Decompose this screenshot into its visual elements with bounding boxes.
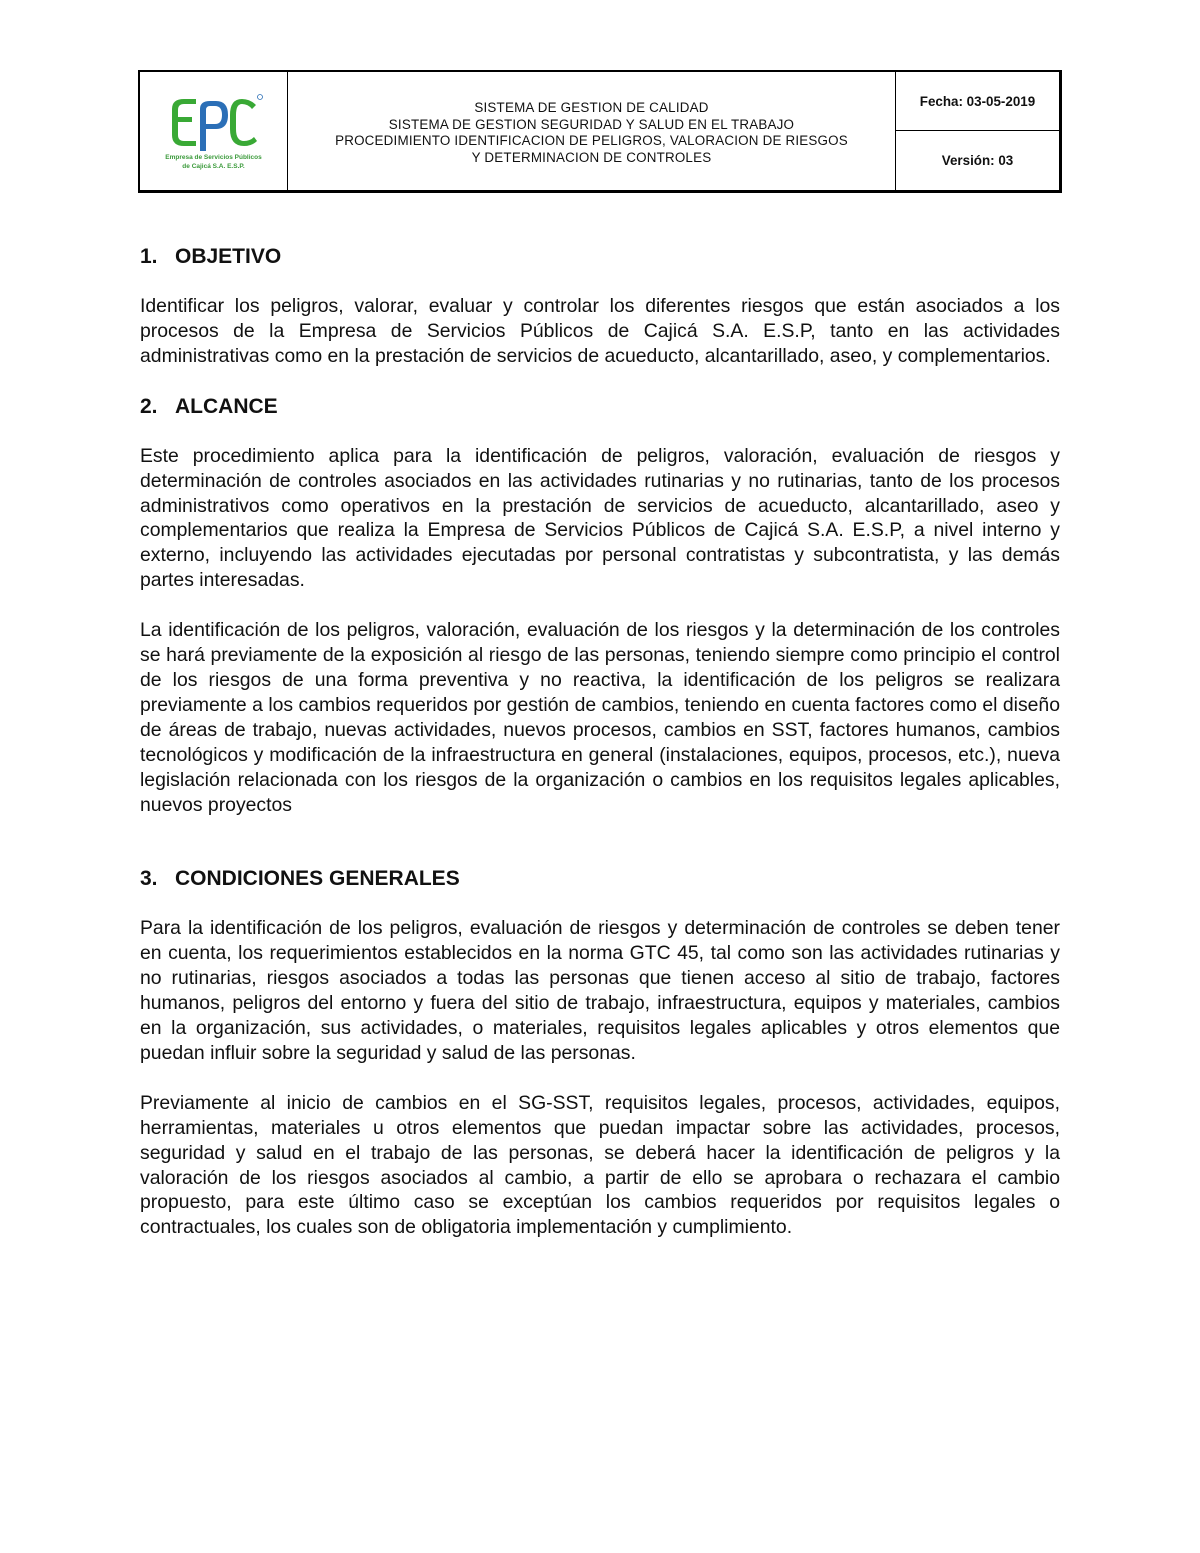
- section-title: OBJETIVO: [175, 245, 282, 268]
- paragraph: La identificación de los peligros, valoración, evaluación de los riesgos y la determinación de los controles se hará previamente de la exposición al riesgo de las personas, teniendo siempre como principio el control de los riesgos de una forma preventiva y no reactiva, la identificación de los peligros se realizara previamente a los cambios requeridos por gestión de cambios, teniendo en cuenta factores como el diseño de áreas de trabajo, nuevas actividades, nuevos procesos, cambios en SST, factores humanos, cambios tecnológicos y modificación de la infraestructura en general (instalaciones, equipos, procesos, etc.), nueva legislación relacionada con los riesgos de la organización o cambios en los requisitos legales aplicables, nuevos proyectos: [140, 619, 1060, 816]
- paragraph: Identificar los peligros, valorar, evaluar y controlar los diferentes riesgos que están asociados a los procesos de la Empresa de Servicios Públicos de Cajicá S.A. E.S.P, tanto en las actividades administrativas como en la prestación de servicios de acueducto, alcantarillado, aseo, y complementarios.: [140, 295, 1060, 367]
- version-label: Versión: 03: [941, 153, 1014, 168]
- document-body: [140, 245, 1060, 1240]
- logo-caption: [165, 153, 261, 171]
- document-meta-cell: [896, 72, 1059, 190]
- company-logo: [164, 91, 264, 171]
- paragraph: Para la identificación de los peligros, evaluación de riesgos y determinación de controles se deben tener en cuenta, los requerimientos establecidos en la norma GTC 45, tal como son las actividades rutinarias y no rutinarias, riesgos asociados a todas las personas que tienen acceso al sitio de trabajo, factores humanos, peligros del entorno y fuera del sitio de trabajo, infraestructura, equipos y materiales, cambios en la organización, sus actividades, o materiales, requisitos legales aplicables y otros elementos que puedan influir sobre la seguridad y salud de las personas.: [140, 917, 1060, 1064]
- section-number: 2.: [140, 394, 158, 418]
- document-title-cell: [288, 72, 896, 190]
- section-title: CONDICIONES GENERALES: [175, 867, 460, 891]
- section-title: ALCANCE: [175, 394, 278, 418]
- logo-caption-line-1: Empresa de Servicios Públicos: [165, 154, 262, 161]
- section-heading-objetivo: [140, 245, 1060, 269]
- title-line: Y DETERMINACION DE CONTROLES: [471, 149, 712, 165]
- paragraph: Previamente al inicio de cambios en el SG-SST, requisitos legales, procesos, actividades, equipos, herramientas, materiales u otros elementos que puedan impactar sobre las actividades, procesos, seguridad y salud en el trabajo de las personas, se deberá hacer la identificación de peligros y la valoración de los riesgos asociados al cambio, a partir de ello se aprobara o rechazara el cambio propuesto, para este último caso se exceptúan los cambios requeridos por requisitos legales o contractuales, los cuales son de obligatoria implementación y cumplimiento.: [140, 1091, 1060, 1239]
- fecha-label: Fecha: 03-05-2019: [896, 72, 1059, 131]
- document-header: [138, 70, 1062, 193]
- title-line: PROCEDIMIENTO IDENTIFICACION DE PELIGROS, VALORACION DE RIESGOS: [335, 133, 848, 148]
- section-number: 3.: [140, 867, 158, 891]
- section-heading-alcance: [140, 395, 1060, 419]
- section-heading-condiciones-generales: [140, 867, 1060, 891]
- section-number: 1.: [140, 245, 158, 268]
- title-line: SISTEMA DE GESTION SEGURIDAD Y SALUD EN EL TRABAJO: [388, 116, 795, 132]
- logo-cell: [140, 72, 288, 190]
- paragraph: Este procedimiento aplica para la identificación de peligros, valoración, evaluación de riesgos y determinación de controles asociados en las actividades rutinarias y no rutinarias, tanto de los procesos administrativos como operativos en la prestación de servicios de acueducto, alcantarillado, aseo y complementarios que realiza la Empresa de Servicios Públicos de Cajicá S.A. E.S.P, a nivel interno y externo, incluyendo las actividades ejecutadas por personal contratistas y subcontratista, y las demás partes interesadas.: [140, 444, 1060, 592]
- logo-caption-line-2: de Cajicá S.A. E.S.P.: [182, 163, 245, 170]
- epc-logo-icon: [164, 91, 264, 153]
- title-line: SISTEMA DE GESTION DE CALIDAD: [474, 100, 709, 115]
